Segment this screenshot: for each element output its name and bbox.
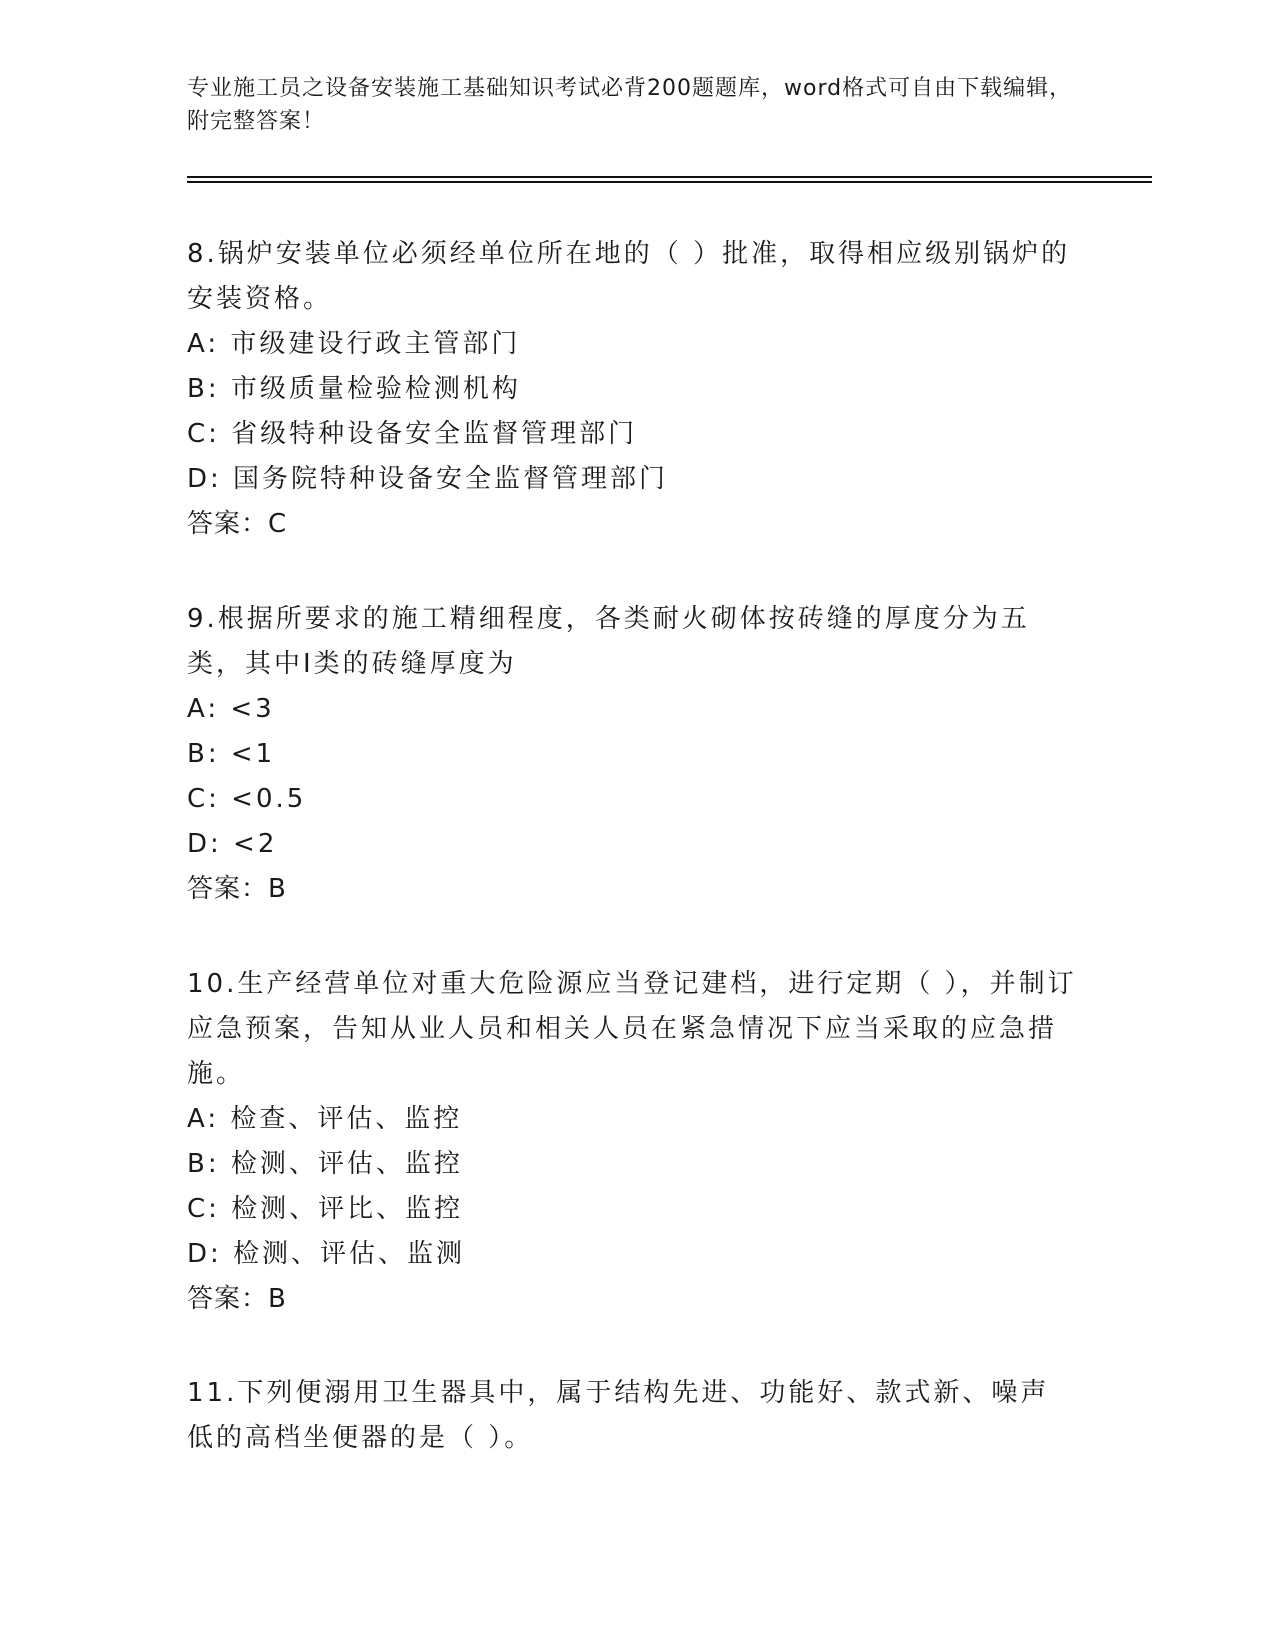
question-11 <box>187 1371 1077 1461</box>
option-c: C: 检测、评比、监控 <box>187 1194 464 1224</box>
header-rule-top <box>187 176 1152 178</box>
question-stem: 10.生产经营单位对重大危险源应当登记建档，进行定期（ ），并制订应急预案，告知从业人员和相关人员在紧急情况下应当采取的应急措施。 <box>187 969 1077 1089</box>
question-9 <box>187 597 1077 912</box>
question-10 <box>187 962 1077 1322</box>
header-rule-bottom <box>187 181 1152 183</box>
option-a: A: 市级建设行政主管部门 <box>187 329 521 359</box>
option-a: A: <3 <box>187 694 275 724</box>
option-d: D: 国务院特种设备安全监督管理部门 <box>187 464 669 494</box>
question-8 <box>187 232 1077 547</box>
option-b: B: <1 <box>187 739 276 769</box>
answer: 答案：C <box>187 509 288 539</box>
question-stem: 8.锅炉安装单位必须经单位所在地的（ ）批准，取得相应级别锅炉的安装资格。 <box>187 239 1071 314</box>
option-a: A: 检查、评估、监控 <box>187 1104 463 1134</box>
option-b: B: 检测、评估、监控 <box>187 1149 463 1179</box>
question-stem: 9.根据所要求的施工精细程度，各类耐火砌体按砖缝的厚度分为五类，其中Ⅰ类的砖缝厚度为 <box>187 604 1030 679</box>
option-d: D: 检测、评估、监测 <box>187 1239 466 1269</box>
document-header: 专业施工员之设备安装施工基础知识考试必背200题题库，word格式可自由下载编辑，附完整答案！ <box>187 76 1073 134</box>
answer: 答案：B <box>187 874 287 904</box>
option-c: C: 省级特种设备安全监督管理部门 <box>187 419 638 449</box>
option-b: B: 市级质量检验检测机构 <box>187 374 521 404</box>
answer: 答案：B <box>187 1284 287 1314</box>
option-d: D: <2 <box>187 829 278 859</box>
question-stem: 11.下列便溺用卫生器具中，属于结构先进、功能好、款式新、噪声低的高档坐便器的是（ ）。 <box>187 1378 1050 1453</box>
option-c: C: <0.5 <box>187 784 307 814</box>
